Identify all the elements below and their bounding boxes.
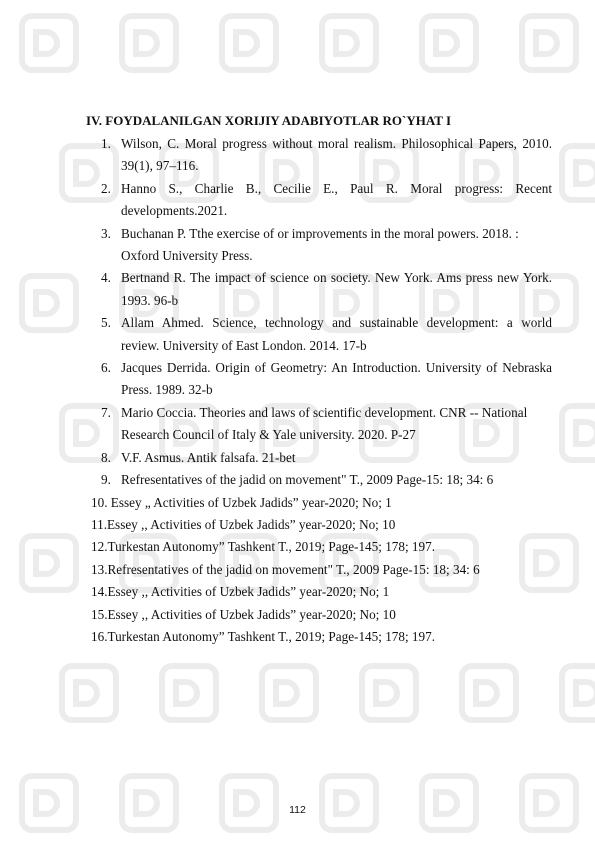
reference-item <box>86 626 552 648</box>
reference-number: 10. <box>91 494 108 510</box>
watermark-icon <box>418 772 480 834</box>
reference-item <box>86 536 552 558</box>
watermark-icon <box>318 772 380 834</box>
watermark-icon <box>358 662 420 724</box>
watermark-icon <box>258 662 320 724</box>
reference-text: Allam Ahmed. Science, technology and sustainable development: a world review. University of East London. 2014. 17-b <box>121 315 552 353</box>
reference-number: 9. <box>101 472 111 488</box>
reference-text: Wilson, C. Moral progress without moral realism. Philosophical Papers, 2010. 39(1), 97–116. <box>121 136 552 174</box>
watermark-icon <box>18 772 80 834</box>
reference-number: 4. <box>101 270 111 286</box>
watermark-icon <box>558 662 595 724</box>
reference-text: Turkestan Autonomy” Tashkent T., 2019; Page-145; 178; 197. <box>107 539 436 555</box>
document-body <box>86 113 552 648</box>
watermark-icon <box>558 142 595 204</box>
reference-text: Bertnand R. The impact of science on society. New York. Ams press new York. 1993. 96-b <box>121 270 552 308</box>
reference-item <box>86 559 552 581</box>
reference-item <box>86 581 552 603</box>
reference-text: Jacques Derrida. Origin of Geometry: An Introduction. University of Nebraska Press. 1989. 32-b <box>121 360 552 398</box>
reference-item <box>86 604 552 626</box>
watermark-icon <box>218 772 280 834</box>
watermark-icon <box>318 12 380 74</box>
reference-number: 11. <box>91 516 107 532</box>
reference-number: 6. <box>101 360 111 376</box>
reference-list <box>86 133 552 648</box>
reference-number: 5. <box>101 315 111 331</box>
reference-item <box>86 133 552 178</box>
reference-text: Essey „ Activities of Uzbek Jadids” year-2020; No; 1 <box>107 494 392 510</box>
watermark-icon <box>118 772 180 834</box>
reference-text: Essey ,, Activities of Uzbek Jadids” year-2020; No; 10 <box>107 606 396 622</box>
reference-number: 2. <box>101 180 111 196</box>
reference-number: 7. <box>101 404 111 420</box>
reference-item <box>86 514 552 536</box>
watermark-icon <box>158 662 220 724</box>
reference-item <box>86 223 552 268</box>
reference-number: 16. <box>91 628 108 644</box>
watermark-icon <box>518 772 580 834</box>
section-heading: IV. FOYDALANILGAN XORIJIY ADABIYOTLAR RO`YHAT I <box>86 113 452 128</box>
reference-number: 3. <box>101 225 111 241</box>
page-number: 112 <box>289 804 306 816</box>
watermark-icon <box>18 272 80 334</box>
reference-text: Hanno S., Charlie B., Cecilie E., Paul R. Moral progress: Recent developments.2021. <box>121 180 552 219</box>
reference-text: Mario Coccia. Theories and laws of scientific development. CNR -- National Research Council of Italy & Yale university. 2020. P-27 <box>121 404 528 443</box>
reference-number: 14. <box>91 584 108 600</box>
watermark-icon <box>558 402 595 464</box>
reference-text: Refresentatives of the jadid on movement" T., 2009 Page-15: 18; 34: 6 <box>121 472 494 488</box>
reference-number: 1. <box>101 136 111 151</box>
watermark-icon <box>458 662 520 724</box>
watermark-icon <box>218 12 280 74</box>
watermark-icon <box>518 12 580 74</box>
reference-item <box>86 447 552 469</box>
reference-item <box>86 469 552 491</box>
reference-text: Refresentatives of the jadid on movement" T., 2009 Page-15: 18; 34: 6 <box>107 561 480 577</box>
watermark-icon <box>118 12 180 74</box>
reference-item <box>86 492 552 514</box>
reference-text: Essey ,, Activities of Uzbek Jadids” year-2020; No; 1 <box>107 584 390 600</box>
watermark-icon <box>418 12 480 74</box>
watermark-icon <box>58 662 120 724</box>
reference-number: 13. <box>91 561 108 577</box>
reference-number: 15. <box>91 606 108 622</box>
reference-text: Essey ,, Activities of Uzbek Jadids” year-2020; No; 10 <box>107 516 396 532</box>
reference-item <box>86 312 552 357</box>
reference-text: Turkestan Autonomy” Tashkent T., 2019; Page-145; 178; 197. <box>107 628 436 644</box>
reference-item <box>86 357 552 402</box>
reference-item <box>86 402 552 447</box>
reference-text: Buchanan P. Tthe exercise of or improvements in the moral powers. 2018. : Oxford University Press. <box>121 225 519 264</box>
watermark-icon <box>18 532 80 594</box>
reference-item <box>86 178 552 223</box>
reference-number: 12. <box>91 539 108 555</box>
watermark-icon <box>18 12 80 74</box>
reference-number: 8. <box>101 449 111 465</box>
reference-item <box>86 267 552 312</box>
reference-text: V.F. Asmus. Antik falsafa. 21-bet <box>121 449 296 465</box>
